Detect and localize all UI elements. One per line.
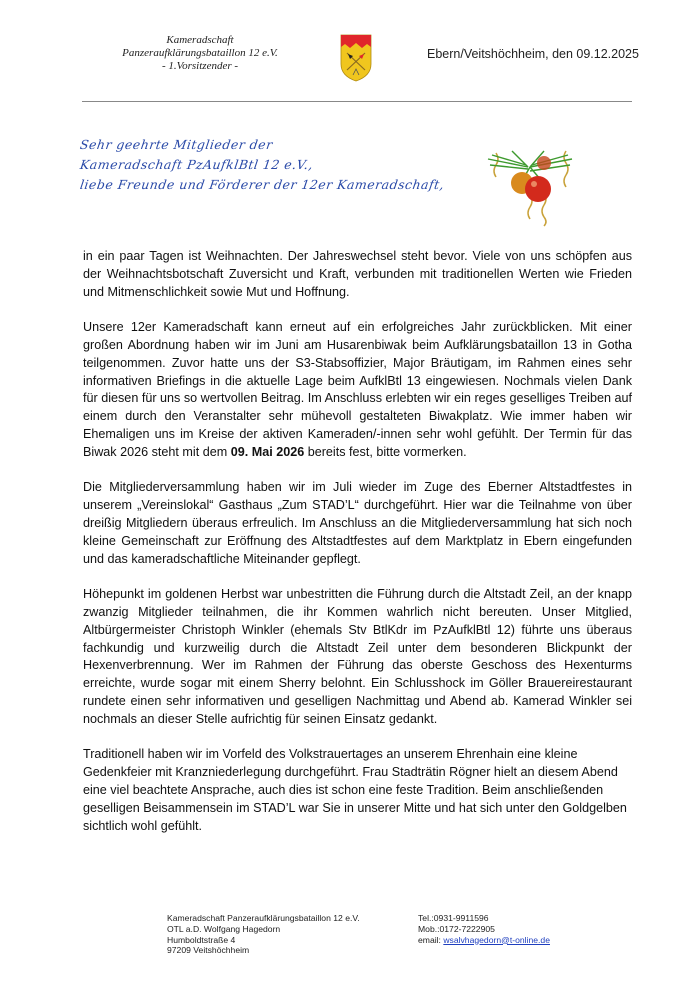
footer-name: OTL a.D. Wolfgang Hagedorn	[167, 923, 281, 934]
org-line-1: Kameradschaft	[166, 34, 234, 46]
paragraph-christmas: in ein paar Tagen ist Weihnachten. Der Jahreswechsel steht bevor. Viele von uns schöpfen aus der Weihnachtsbotschaft Zuversicht und Kraft, verbunden mit traditionellen Werten wie Frieden und Mitmenschlichkeit sowie Mut und Hoffnung.	[83, 249, 632, 299]
biwak-date: 09. Mai 2026	[230, 444, 305, 459]
footer-street: Humboldtstraße 4	[167, 934, 236, 945]
paragraph-husarenbiwak-end: bereits fest, bitte vormerken.	[304, 444, 467, 459]
org-line-3: - 1.Vorsitzender -	[161, 60, 239, 72]
paragraph-mitgliederversammlung: Die Mitgliederversammlung haben wir im Juli wieder im Zuge des Eberner Altstadtfestes in unserem „Vereinslokal“ Gasthaus „Zum STAD’L“ durchgeführt. Hier war die Teilnahme von über dreißig Mitgliedern überaus erfreulich. Im Anschluss an die Mitgliederversammlung hat sich noch kleine Gemeinschaft zur Eröffnung des Altstadtfestes auf dem Marktplatz in Ebern eingefunden und das kameradschaftliche Miteinander gepflegt.	[83, 480, 632, 566]
org-line-2: Panzeraufklärungsbataillon 12 e.V.	[122, 47, 278, 59]
footer-email-label: email:	[418, 934, 444, 945]
footer-address	[167, 913, 360, 956]
place-and-date: Ebern/Veitshöchheim, den 09.12.2025	[427, 47, 639, 61]
footer-tel: Tel.:0931-9911596	[418, 913, 489, 923]
handwritten-salutation	[80, 135, 480, 225]
sender-header	[100, 34, 300, 73]
paragraph-volkstrauertag: Traditionell haben wir im Vorfeld des Volkstrauertages an unserem Ehrenhain eine kleine Gedenkfeier mit Kranzniederlegung durchgeführt. Frau Stadträtin Rögner hielt an diesem Abend eine viel beachtete Ansprache, auch dies ist schon eine feste Tradition. Beim anschließenden geselligen Beisammensein im STAD’L war Sie in unserer Mitte und hat sich unter den Goldgelben sichtlich wohl gefühlt.	[83, 747, 627, 833]
salutation-line-3: liebe Freunde und Förderer der 12er Kameradschaft,	[79, 177, 446, 192]
footer-mob: Mob.:0172-7222905	[418, 923, 495, 934]
salutation-line-1: Sehr geehrte Mitglieder der	[79, 137, 274, 152]
paragraph-altstadt-zeil: Höhepunkt im goldenen Herbst war unbestritten die Führung durch die Altstadt Zeil, an der knapp zwanzig Mitglieder teilnahmen, die ihr Kommen wahrlich nicht bereuten. Unser Mitglied, Altbürgermeister Christoph Winkler (ehemals Stv BtlKdr im PzAufklBtl 12) führte uns überaus fachkundig und kurzweilig durch die Altstadt Zeil unter dem besonderen Blickpunkt der Hexenverbrennung. Wer im Rahmen der Führung das oberste Geschoss des Hexenturms erreichte, wurde sogar mit einem Sherry belohnt. Ein Schlusshock im Göller Brauereirestaurant rundete einen sehr informativen und geselligen Nachmittag und Abend ab. Kamerad Winkler sei nochmals an dieser Stelle aufrichtig für seinen Einsatz gedankt.	[83, 587, 632, 726]
christmas-ornament-icon	[482, 145, 574, 227]
header-divider	[82, 101, 632, 102]
footer-contact	[418, 913, 550, 945]
salutation-line-2: Kameradschaft PzAufklBtl 12 e.V.,	[79, 157, 315, 172]
footer-org: Kameradschaft Panzeraufklärungsbataillon 12 e.V.	[167, 913, 360, 923]
coat-of-arms-icon	[340, 34, 372, 82]
paragraph-husarenbiwak	[83, 319, 632, 461]
footer-email-row	[418, 935, 550, 946]
email-link[interactable]: wsalvhagedorn@t-online.de	[443, 934, 550, 945]
letter-body	[83, 248, 632, 853]
footer-city: 97209 Veitshöchheim	[167, 945, 250, 956]
paragraph-husarenbiwak-text: Unsere 12er Kameradschaft kann erneut auf ein erfolgreiches Jahr zurückblicken. Mit einer großen Abordnung haben wir im Juni am Husarenbiwak beim Aufklärungsbataillon 13 in Gotha teilgenommen. Zuvor hatte uns der S3-Stabsoffizier, Major Bräutigam, im Rahmen eines sehr informativen Briefings in die aktuelle Lage beim AufklBtl 13 eingewiesen. Nochmals vielen Dank für diesen für uns so wertvollen Beitrag. Im Anschluss erlebten wir ein reges geselliges Treiben auf einem durch den Veranstalter sehr mühevoll gestalteten Biwakplatz. Wie immer haben wir Ehemaligen uns im Kreise der aktiven Kameraden/-innen sehr wohl gefühlt. Der Termin für das Biwak 2026 steht mit dem	[83, 320, 632, 459]
